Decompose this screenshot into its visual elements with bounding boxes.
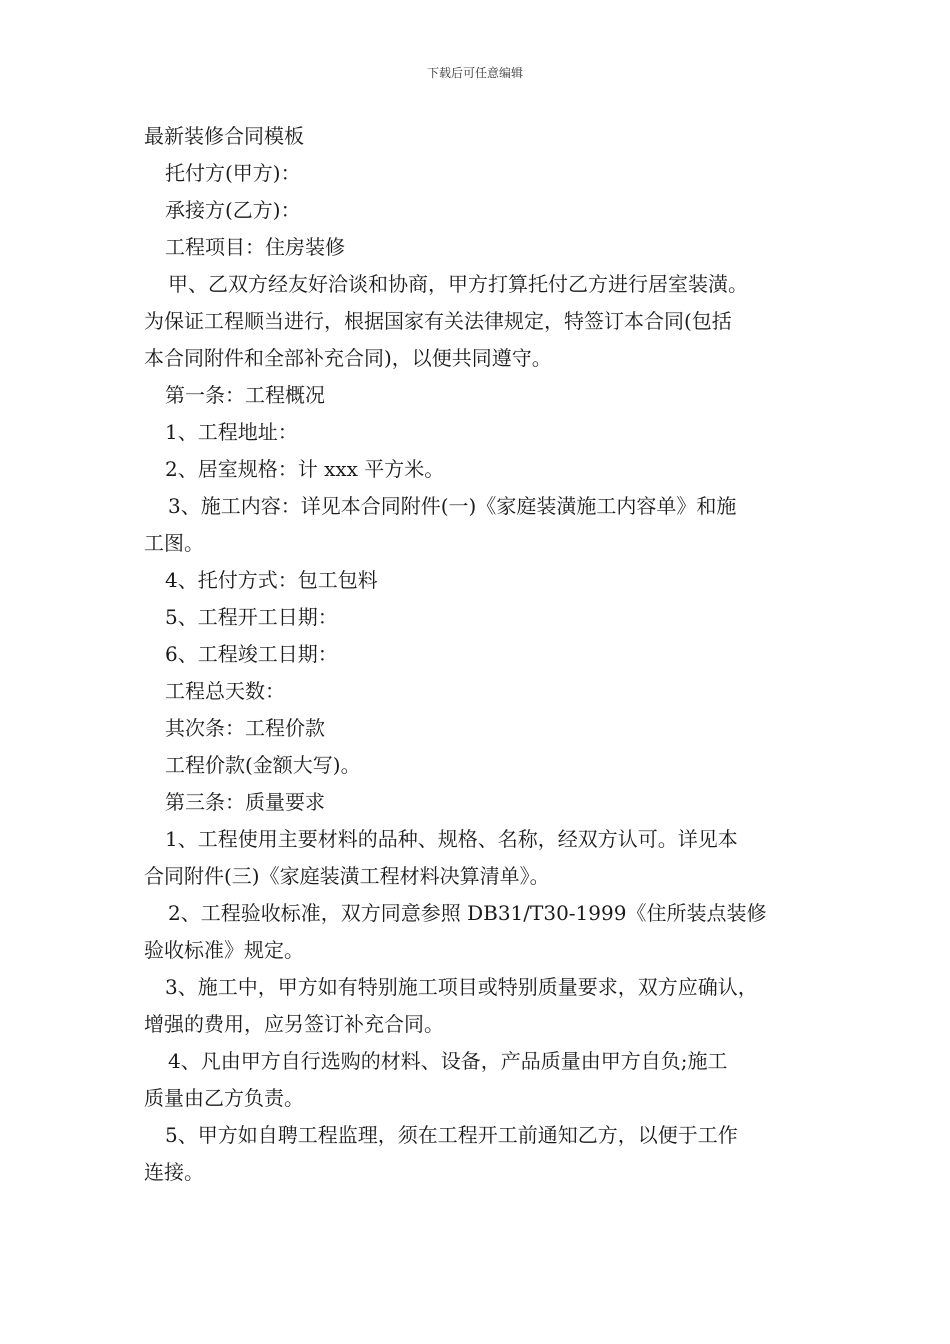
clause-line: 2、居室规格：计 xxx 平方米。 xyxy=(165,457,445,481)
paragraph-line: 甲、乙双方经友好洽谈和协商，甲方打算托付乙方进行居室装潢。 xyxy=(168,272,748,296)
project-line: 工程项目：住房装修 xyxy=(165,235,345,259)
clause-line: 质量由乙方负责。 xyxy=(144,1086,304,1110)
clause-line: 1、工程地址： xyxy=(165,420,298,444)
section-heading: 第一条：工程概况 xyxy=(165,383,325,407)
clause-line: 2、工程验收标准，双方同意参照 DB31/T30-1999《住所装点装修 xyxy=(168,901,767,925)
party-a-line: 托付方(甲方)： xyxy=(165,161,301,185)
section-heading: 其次条：工程价款 xyxy=(165,716,325,740)
clause-line: 工程价款(金额大写)。 xyxy=(165,753,361,777)
clause-line: 验收标准》规定。 xyxy=(144,938,304,962)
clause-line: 工图。 xyxy=(144,531,204,555)
clause-line: 增强的费用，应另签订补充合同。 xyxy=(144,1012,444,1036)
clause-line: 工程总天数： xyxy=(165,679,285,703)
clause-line: 5、工程开工日期： xyxy=(165,605,338,629)
clause-line: 4、托付方式：包工包料 xyxy=(165,568,378,592)
clause-line: 1、工程使用主要材料的品种、规格、名称，经双方认可。详见本 xyxy=(165,827,738,851)
paragraph-line: 本合同附件和全部补充合同)，以便共同遵守。 xyxy=(144,346,552,370)
paragraph-line: 为保证工程顺当进行，根据国家有关法律规定，特签订本合同(包括 xyxy=(144,309,732,333)
document-body xyxy=(144,118,812,1191)
clause-line: 4、凡由甲方自行选购的材料、设备，产品质量由甲方自负;施工 xyxy=(168,1049,728,1073)
clause-line: 5、甲方如自聘工程监理，须在工程开工前通知乙方，以便于工作 xyxy=(165,1123,738,1147)
clause-line: 3、施工内容：详见本合同附件(一)《家庭装潢施工内容单》和施 xyxy=(168,494,737,518)
clause-line: 6、工程竣工日期： xyxy=(165,642,338,666)
clause-line: 合同附件(三)《家庭装潢工程材料决算清单》。 xyxy=(144,864,550,888)
party-b-line: 承接方(乙方)： xyxy=(165,198,301,222)
clause-line: 3、施工中，甲方如有特别施工项目或特别质量要求，双方应确认， xyxy=(165,975,758,999)
page-header: 下载后可任意编辑 xyxy=(426,66,523,80)
clause-line: 连接。 xyxy=(144,1160,204,1184)
section-heading: 第三条：质量要求 xyxy=(165,790,325,814)
document-title: 最新装修合同模板 xyxy=(144,124,304,148)
